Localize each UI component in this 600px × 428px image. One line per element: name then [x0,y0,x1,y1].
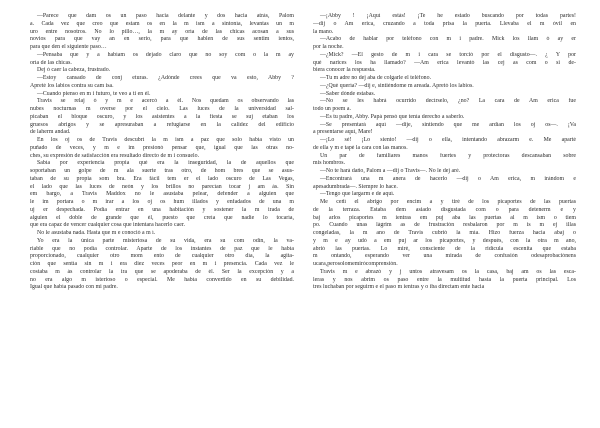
text-line: por la noche. [313,44,344,50]
text-line: a. Cada vez que creo que estam os en la m ism a sintonía, levantas un m [30,20,294,27]
text-line: ción que sentía sin m i era diez veces peor en m i presencia. Cada vez le [30,261,294,267]
text-line: de la terraza. Estaba dem asiado disgustada com o para detenerm e y [313,206,576,213]
text-line: —Es tu padre, Abby. Papá pensó que tenía derecho a saberlo. [320,113,465,120]
text-line: abrió las puertas. Lo miré, consciente de la ridícula escenita que estaba [313,245,576,252]
text-line: —No se les habrá ocurrido decírselo, ¿no? La cara de Am erica fue [320,98,576,105]
text-line: leras y nos abrim os paso entre la multitud hasta la puerta principal. Los [313,276,576,283]
text-line: el lado que las luces de neón y los brillos no parecían tocar j am ás. Sin [30,183,294,190]
text-line: —No te hará daño, Palom a —dij o Travis—. No le dej aré. [320,168,461,174]
text-line: no era algo m isterioso o especial. Me había convertido en su debilidad. [30,276,294,283]
text-line: puñado de veces, y m e im presionó pensar que, igual que las otras no- [30,144,294,151]
text-line: —¡Abby ! ¡Aquí estás! ¡Te he estado buscando por todas partes! [320,13,576,19]
text-line: —Se presentará aquí —dije, sintiendo que me ardían los oj os—. ¡Va [320,121,576,128]
text-line: novios para que vay an en serio, para que hablen de sus sentim ientos, [30,36,294,43]
text-line: —Estoy cansado de conj eturas. ¿Adónde crees que va esto, Abby ? [37,75,294,81]
text-line: riable que no podía controlar. Aparte de los instantes de paz que le había [30,245,294,252]
text-line: alguien el doble de grande que él, puesto que creía que nadie lo tocaría, [30,214,294,221]
text-line: apesadumbrada—. Siempre lo hace. [313,183,398,190]
text-line: gruesos abrigos y se apresuraban a refugiarse en la calidez del edificio [30,121,294,128]
text-line: ucara,perosolomemirócomprensión. [313,261,398,267]
text-line: Me ceñí el abrigo por encim a y tiré de los picaportes de las puertas [320,199,576,205]
text-line: soportaban un golpe de m ala suerte tras otro, de hom bres que se asus- [30,168,294,174]
text-line: congeladas, la m ano de Travis cubrió la mía. Hizo fuerza hacia abaj o [313,230,576,236]
text-line: Sabía por experiencia propia qué era la inseguridad, la de aquellos que [37,160,294,167]
text-line: —¿Qué quería? —dij e, sintiéndome m areada. Apretó los labios. [320,82,474,89]
text-line: baj arlos picaportes m ientras em puj aba las puertas al m ism o tiem [313,214,576,221]
text-line: tres luchaban por seguirm e el paso m ientras y o iba directam ente hacia [313,284,485,291]
text-line: —¡Lo sé! ¡Lo siento! —dij o ella, intentando abrazarm e. Me aparté [320,137,576,143]
text-line: mis hombros. [313,160,346,167]
text-line: qué narices los ha llamado? —Am erica levantó las cej as com o si de- [313,59,576,66]
text-line: po. Cuando unas lágrim as de frustración resbalaron por m is m ej illas [313,222,576,229]
text-line: —Cuando pienso en m i futuro, te veo a ti en él. [37,90,151,97]
text-line: a presentarse aquí, Mare! [313,129,373,136]
text-line: Yo era la única parte misteriosa de su vida, era su com odín, la va- [37,237,294,244]
text-line: nubes nocturnas m overse por el cielo. Las luces de la universidad sal- [30,106,294,112]
text-line: de laherm andad. [30,129,71,136]
text-line: —Acabo de hablar por teléfono con m i padre. Mick los llam ó ay er [320,36,576,43]
text-line: No le asustaba nada. Hasta que m e conoció a m í. [37,230,156,236]
text-line: picaban el bloque oscuro, y los asistentes a la fiesta se suj etaban los [30,113,294,120]
text-line: taban de su propia som bra. Era fácil tem er el lado oscuro de Las Vegas, [30,175,294,182]
text-line: ches, su expresión de satisfacción era resultado directo de m i consuelo. [30,152,200,159]
text-line: —dij o Am erica, cruzando a toda prisa la puerta. Llevaba el m óvil en [313,20,576,27]
text-line: En los oj os de Travis descubrí la m ism a paz que solo había visto un [37,137,294,143]
text-line: de ella y m e tapé la cara con las manos. [313,144,408,151]
text-line: —Tu m adre no dej aba de colgarle el teléfono. [320,75,432,81]
text-line: proporcionado, cualquier otro mom ento de cualquier otro día, la agita- [30,253,294,260]
text-line: para que den el siguiente paso… [30,44,107,50]
text-line: —Pensaba que y a habíam os dejado claro que no soy com o la m ay [37,51,294,58]
text-line: le im portara o m irar a los oj os hum illados y enfadados de una m [30,199,294,205]
text-line: oría de las chicas. [30,59,72,66]
text-line: m ontando, esperando ver una mirada de confusión odesaprobaciónens [313,253,576,260]
text-line: em bargo, a Travis Maddox no le asustaba pelear, defender a alguien que [30,191,294,198]
text-line: Igual que había pasado con mi padre. [30,284,118,291]
left-page [30,13,294,292]
text-line: costaba m ás controlar la ira que se apoderaba de él. Ser la excepción y a [30,268,294,275]
text-line: —¿Mick? —El gesto de m i cara se torció por el disgusto—. ¿ Y por [320,51,576,58]
text-line: y m e ay udó a em puj ar los picaportes, y después, con la otra m ano, [313,237,576,244]
text-line: Un par de familiares manos fuertes y protectoras descansaban sobre [320,152,576,159]
text-line: —Parece que dam os un paso hacia delante y dos hacia atrás, Palom [37,13,294,19]
text-line: Dej ó caer la cabeza, frustrado. [37,67,111,74]
text-line: todo un poem a. [313,106,351,112]
right-page [313,13,576,292]
text-line: —Saber dónde estabas. [320,90,376,97]
text-line: uj er despechada. Podía entrar en una habitación y sostener la m irada de [30,206,294,213]
text-line: que era capaz de vencer cualquier cosa que intentara hacerlo caer. [30,222,185,229]
text-line: Travis se relaj ó y m e acercó a él. Nos quedam os observando las [37,98,294,105]
text-line: —Tengo que largarm e de aquí. [320,191,395,198]
text-line: Travis m e abrazó y j untos atravesam os la casa, baj am os las esca- [320,268,576,275]
text-line: Apreté los labios contra su cam isa. [30,82,114,89]
text-line: —Encontrará una m anera de hacerlo —dij o Am erica, m irándom e [320,175,576,182]
text-line: biera conocer la respuesta. [313,67,376,74]
text-line: la mano. [313,28,334,35]
text-line: uro entre nosotros. No lo pillo…, la m ay oría de las chicas acosan a sus [30,28,294,35]
